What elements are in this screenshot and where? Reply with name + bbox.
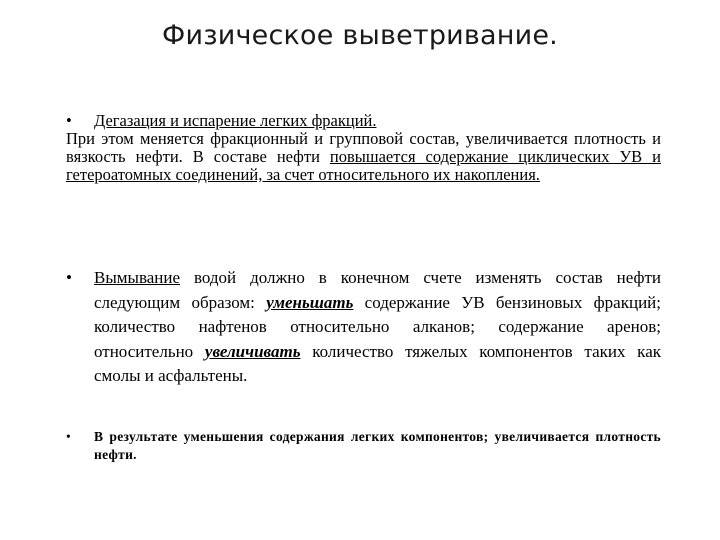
bullet-result	[66, 428, 661, 464]
bullet-result-text: В результате уменьшения содержания легких компонентов; увеличивается плотность нефти.	[94, 429, 661, 462]
bullet-washing-lead: Вымывание	[94, 268, 181, 287]
bullet-marker: •	[66, 268, 72, 287]
bullet-marker: •	[66, 429, 71, 444]
slide-title: Физическое выветривание.	[162, 20, 558, 51]
bullet-washing-part1: водой должно в конечном счете изменять состав нефти следующим образом:	[94, 268, 661, 312]
bullet-washing	[66, 266, 661, 389]
bullet-degassing	[66, 112, 661, 184]
bullet-degassing-underlined-text: повышается содержание циклических УВ и гетероатомных соединений, за счет относительного их накопления.	[66, 147, 661, 184]
emphasis-decrease: уменьшать	[266, 292, 354, 312]
bullet-degassing-heading: Дегазация и испарение легких фракций.	[94, 111, 377, 130]
bullet-marker: •	[66, 111, 72, 130]
bullet-washing-text	[94, 266, 661, 389]
bullet-degassing-text: При этом меняется фракционный и групповой состав, увеличивается плотность и вязкость нефти. В составе нефти	[66, 129, 661, 166]
bullet-washing-part2: содержание УВ бензиновых фракций; количество нафтенов относительно алканов; содержание аренов; относительно	[94, 292, 661, 361]
bullet-washing-part3: количество тяжелых компонентов таких как смолы и асфальтены.	[94, 341, 661, 385]
emphasis-increase: увеличивать	[204, 341, 301, 361]
